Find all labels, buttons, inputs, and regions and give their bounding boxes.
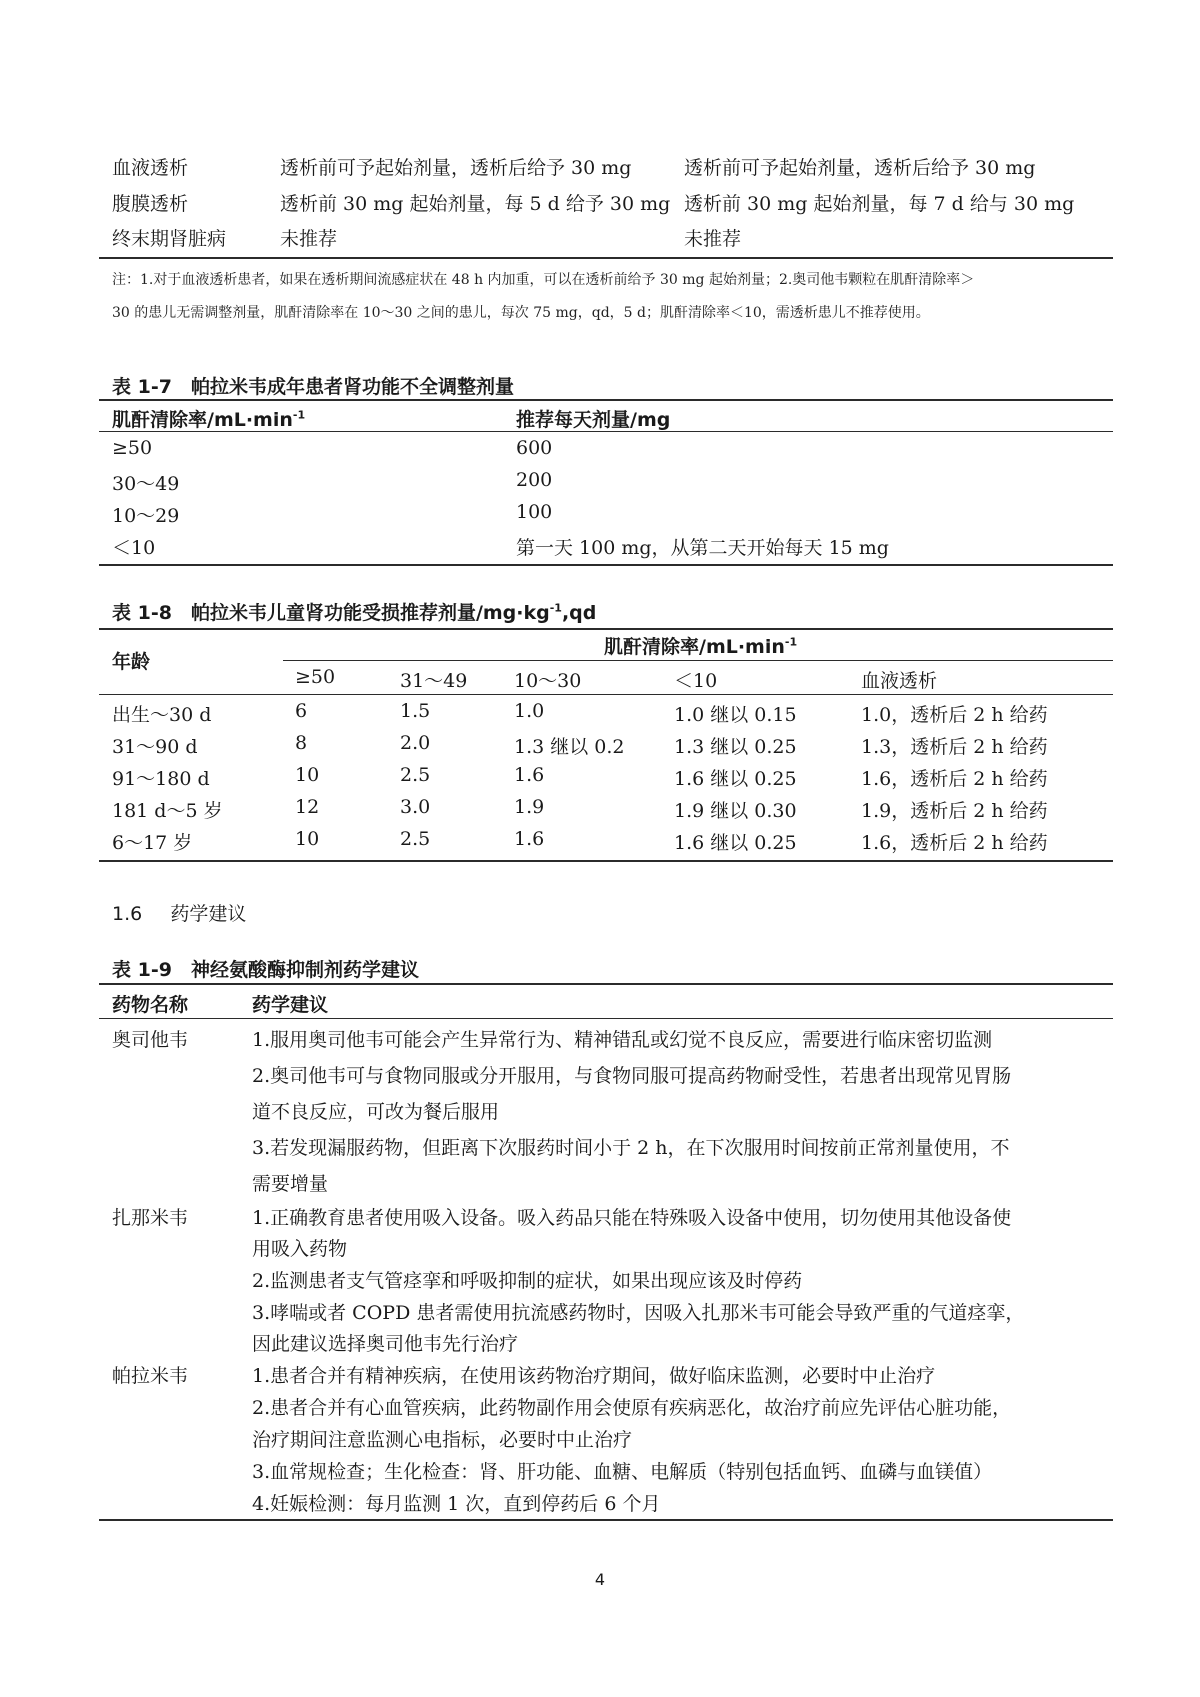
advice-line: 1.患者合并有精神疾病，在使用该药物治疗期间，做好临床监测，必要时中止治疗: [252, 1365, 936, 1387]
header-text: 肌酐清除率/mL·min: [112, 409, 293, 431]
table-cell: 1.6 继以 0.25: [674, 832, 797, 854]
advice-line: 3.哮喘或者 COPD 患者需使用抗流感药物时，因吸入扎那米韦可能会导致严重的气道痉挛，: [252, 1302, 1025, 1324]
table-cell: 600: [516, 437, 553, 459]
age-header: 年龄: [112, 651, 151, 673]
row-label: 腹膜透析: [112, 193, 189, 215]
table-rule: [99, 694, 1113, 695]
table-rule: [99, 983, 1113, 985]
table-cell: 2.0: [400, 732, 431, 754]
table-cell: 1.3 继以 0.2: [514, 736, 625, 758]
table-cell: 出生～30 d: [112, 704, 212, 726]
advice-line: 治疗期间注意监测心电指标，必要时中止治疗: [252, 1429, 633, 1451]
title-sup: -1: [549, 601, 562, 615]
table-cell: 31～90 d: [112, 736, 198, 758]
table-rule: [99, 860, 1113, 862]
table-rule: [99, 628, 1113, 630]
table-cell: 1.6，透析后 2 h 给药: [861, 768, 1048, 790]
table-cell: 1.0: [514, 700, 545, 722]
advice-line: 1.正确教育患者使用吸入设备。吸入药品只能在特殊吸入设备中使用，切勿使用其他设备使: [252, 1207, 1012, 1229]
row-cell: 透析前可予起始剂量，透析后给予 30 mg: [280, 157, 632, 179]
subheader: ≥50: [295, 666, 336, 688]
table-cell: 91～180 d: [112, 768, 210, 790]
column-header: 推荐每天剂量/mg: [516, 409, 671, 431]
advice-line: 2.奥司他韦可与食物同服或分开服用，与食物同服可提高药物耐受性，若患者出现常见胃肠: [252, 1065, 1012, 1087]
table-cell: 1.9，透析后 2 h 给药: [861, 800, 1048, 822]
table-cell: 1.6: [514, 828, 545, 850]
table-cell: 1.3 继以 0.25: [674, 736, 797, 758]
table-note: 30 的患儿无需调整剂量，肌酐清除率在 10～30 之间的患儿，每次 75 mg，qd，5 d；肌酐清除率＜10，需透析患儿不推荐使用。: [112, 305, 930, 321]
advice-line: 4.妊娠检测：每月监测 1 次，直到停药后 6 个月: [252, 1493, 661, 1515]
table-cell: 30～49: [112, 473, 180, 495]
group-header: [604, 632, 797, 659]
table-cell: 10: [295, 764, 320, 786]
table-rule: [99, 1519, 1113, 1521]
row-cell: 透析前可予起始剂量，透析后给予 30 mg: [684, 157, 1036, 179]
table-cell: 1.0，透析后 2 h 给药: [861, 704, 1048, 726]
title-text: 表 1-8 帕拉米韦儿童肾功能受损推荐剂量/mg·kg: [112, 602, 550, 624]
table-cell: 1.9 继以 0.30: [674, 800, 797, 822]
table-rule: [99, 257, 1113, 259]
column-header: 药物名称: [112, 994, 189, 1016]
drug-name: 扎那米韦: [112, 1207, 189, 1229]
table-cell: 6: [295, 700, 308, 722]
table-title: 表 1-7 帕拉米韦成年患者肾功能不全调整剂量: [112, 376, 514, 398]
subheader: 31～49: [400, 670, 468, 692]
table-rule: [99, 1018, 1113, 1019]
section-heading: [112, 899, 246, 926]
advice-line: 2.患者合并有心血管疾病，此药物副作用会使原有疾病恶化，故治疗前应先评估心脏功能，: [252, 1397, 1012, 1419]
table-cell: 8: [295, 732, 308, 754]
row-cell: 透析前 30 mg 起始剂量，每 7 d 给与 30 mg: [684, 193, 1075, 215]
table-cell: 3.0: [400, 796, 431, 818]
table-cell: 181 d～5 岁: [112, 800, 223, 822]
column-header: [112, 405, 305, 432]
table-cell: 10: [295, 828, 320, 850]
table-cell: 1.6: [514, 764, 545, 786]
table-cell: 1.6 继以 0.25: [674, 768, 797, 790]
page-number: 4: [594, 1570, 606, 1589]
table-cell: 1.0 继以 0.15: [674, 704, 797, 726]
drug-name: 帕拉米韦: [112, 1365, 189, 1387]
section-number: 1.6: [112, 903, 143, 925]
row-cell: 未推荐: [280, 228, 338, 250]
advice-line: 用吸入药物: [252, 1238, 348, 1260]
section-title: 药学建议: [170, 903, 247, 925]
group-rule: [283, 660, 1113, 661]
subheader: 血液透析: [861, 670, 938, 692]
subheader: ＜10: [674, 670, 718, 692]
table-cell: 第一天 100 mg，从第二天开始每天 15 mg: [516, 537, 889, 559]
advice-line: 3.若发现漏服药物，但距离下次服药时间小于 2 h，在下次服用时间按前正常剂量使用，不: [252, 1137, 1010, 1159]
advice-line: 因此建议选择奥司他韦先行治疗: [252, 1333, 519, 1355]
advice-line: 需要增量: [252, 1173, 329, 1195]
table-cell: ＜10: [112, 537, 156, 559]
table-cell: 1.3，透析后 2 h 给药: [861, 736, 1048, 758]
advice-line: 2.监测患者支气管痉挛和呼吸抑制的症状，如果出现应该及时停药: [252, 1270, 803, 1292]
table-title: 表 1-9 神经氨酸酶抑制剂药学建议: [112, 959, 419, 981]
table-cell: 2.5: [400, 828, 431, 850]
table-cell: 2.5: [400, 764, 431, 786]
table-cell: 1.9: [514, 796, 545, 818]
subheader: 10～30: [514, 670, 582, 692]
column-header: 药学建议: [252, 994, 329, 1016]
header-text: 肌酐清除率/mL·min: [604, 636, 785, 658]
row-label: 血液透析: [112, 157, 189, 179]
header-sup: -1: [784, 635, 798, 649]
table-cell: 12: [295, 796, 320, 818]
table-rule: [99, 431, 1113, 432]
table-cell: 1.5: [400, 700, 431, 722]
advice-line: 3.血常规检查；生化检查：肾、肝功能、血糖、电解质（特别包括血钙、血磷与血镁值）: [252, 1461, 993, 1483]
header-sup: -1: [292, 408, 306, 422]
row-label: 终末期肾脏病: [112, 228, 227, 250]
table-cell: 10～29: [112, 505, 180, 527]
row-cell: 透析前 30 mg 起始剂量，每 5 d 给予 30 mg: [280, 193, 671, 215]
table-note: 注：1.对于血液透析患者，如果在透析期间流感症状在 48 h 内加重，可以在透析前给予 30 mg 起始剂量；2.奥司他韦颗粒在肌酐清除率＞: [112, 272, 975, 288]
table-cell: ≥50: [112, 437, 153, 459]
advice-line: 道不良反应，可改为餐后服用: [252, 1101, 500, 1123]
table-rule: [99, 564, 1113, 566]
title-tail: ,qd: [561, 602, 597, 624]
advice-line: 1.服用奥司他韦可能会产生异常行为、精神错乱或幻觉不良反应，需要进行临床密切监测: [252, 1029, 993, 1051]
table-rule: [99, 399, 1113, 401]
table-cell: 100: [516, 501, 553, 523]
table-cell: 6～17 岁: [112, 832, 193, 854]
table-cell: 1.6，透析后 2 h 给药: [861, 832, 1048, 854]
table-cell: 200: [516, 469, 553, 491]
row-cell: 未推荐: [684, 228, 742, 250]
table-title: [112, 598, 596, 625]
drug-name: 奥司他韦: [112, 1029, 189, 1051]
